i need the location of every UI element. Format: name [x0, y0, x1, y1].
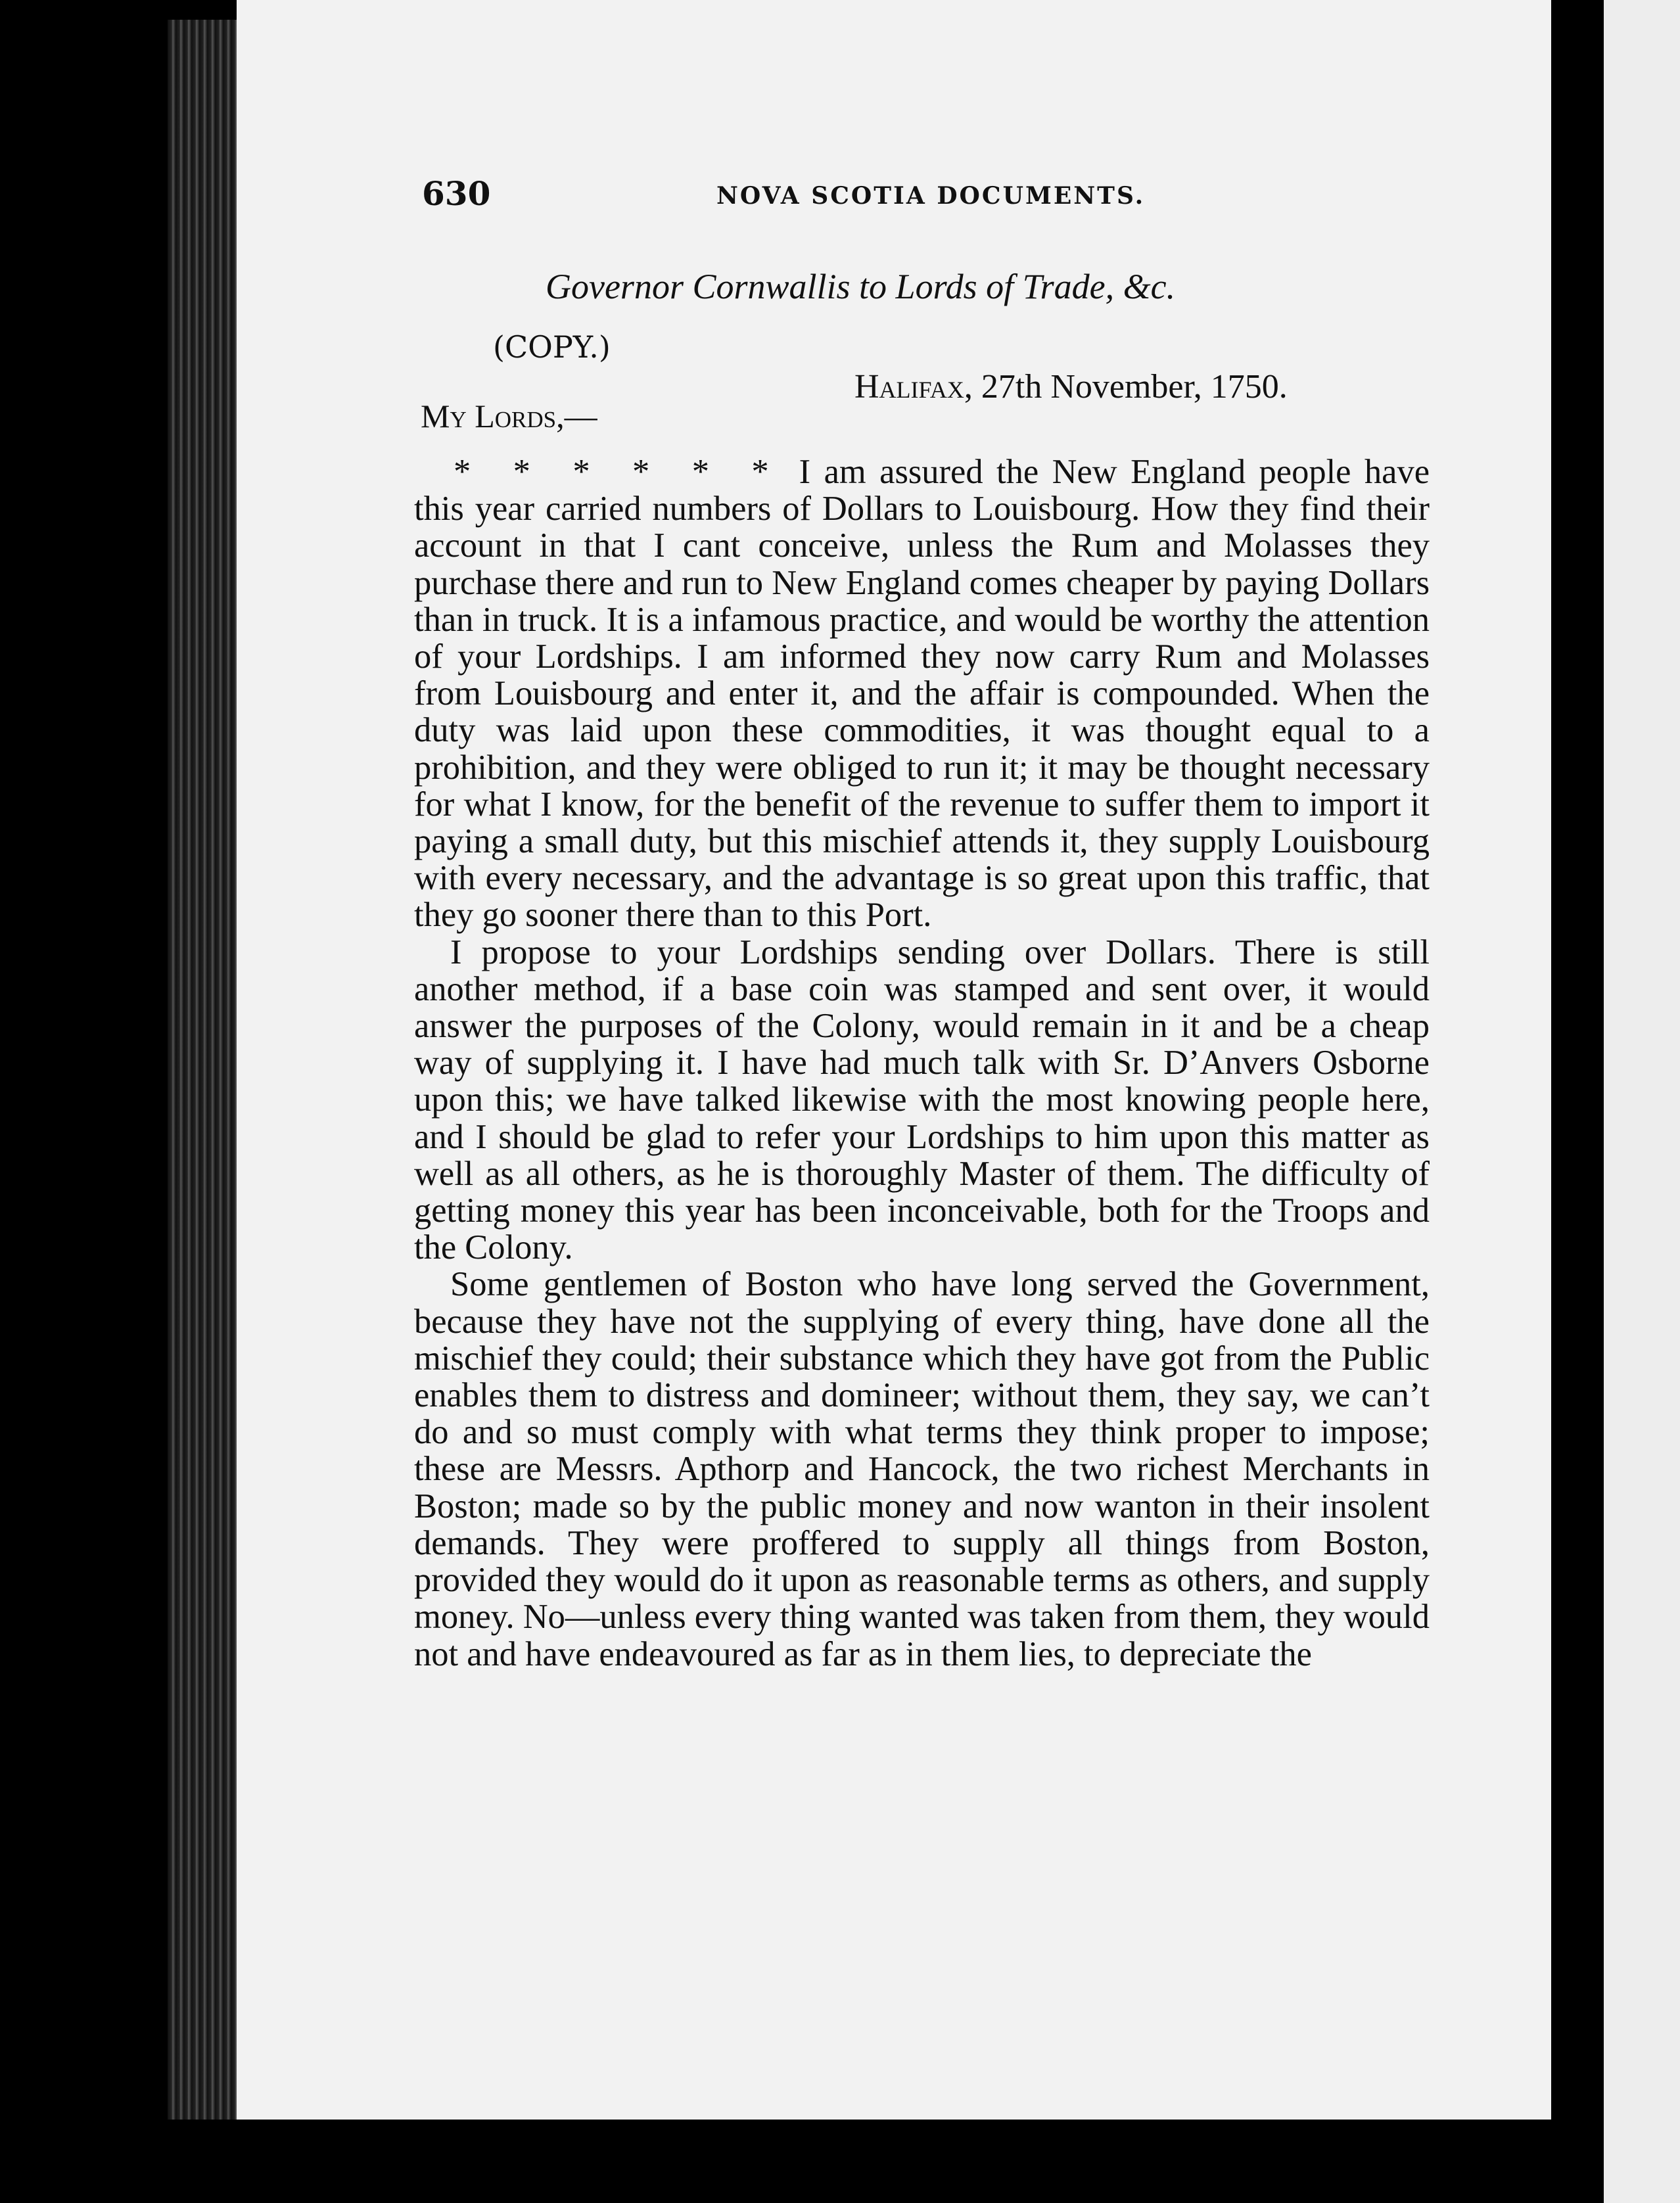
facing-page-edge: [1604, 0, 1680, 2203]
paragraph: [414, 453, 1430, 934]
dateline-date: , 27th November, 1750.: [964, 368, 1288, 406]
page-gutter: [1551, 0, 1604, 2203]
document-title: Governor Cornwallis to Lords of Trade, &c.: [546, 267, 1176, 306]
scan-bottom-margin: [0, 2120, 1604, 2203]
ellipsis-stars: * * * * * *: [454, 453, 783, 491]
paragraph-text: I am assured the New England people have this year carried numbers of Dollars to Louisbourg. How they find their account in that I cant conceive, unless the Rum and Molasses they purchase there and run to New England comes cheaper by paying Dollars than in truck. It is a infamous practice, and would be worthy the attention of your Lordships. I am informed they now carry Rum and Molasses from Louisbourg and enter it, and the affair is compounded. When the duty was laid upon these commodities, it was thought equal to a prohibition, and they were obliged to run it; it may be thought necessary for what I know, for the benefit of the revenue to suffer them to import it paying a small duty, but this mischief attends it, they supply Louisbourg with every necessary, and the advantage is so great upon this traffic, that they go sooner there than to this Port.: [414, 453, 1430, 935]
page-content: [414, 168, 1430, 1673]
page-number: 630: [422, 174, 491, 213]
paragraph: I propose to your Lordships sending over Dollars. There is still another method, if a base coin was stamped and sent over, it would answer the purposes of the Colony, would remain in it and be a cheap way of supplying it. I have had much talk with Sr. D’Anvers Osborne upon this; we have talked likewise with the most knowing people here, and I should be glad to refer your Lordships to him upon this matter as well as all others, as he is thoroughly Master of them. The difficulty of getting money this year has been inconceivable, both for the Troops and the Colony.: [414, 933, 1430, 1267]
paragraph: Some gentlemen of Boston who have long served the Government, because they have not the supplying of every thing, have done all the mischief they could; their substance which they have got from the Public enables them to distress and domineer; without them, they say, we can’t do and so must comply with what terms they think proper to impose; these are Messrs. Apthorp and Hancock, the two richest Merchants in Boston; made so by the public money and now wanton in their insolent demands. They were proffered to supply all things from Boston, provided they would do it upon as reasonable terms as others, and supply money. No—unless every thing wanted was taken from them, they would not and have endeavoured as far as in them lies, to depreciate the: [414, 1265, 1430, 1673]
book-binding-edge: [168, 20, 240, 2120]
letter-body: [414, 453, 1430, 1673]
dateline-place: Halifax: [854, 368, 964, 406]
copy-mark-text: (COPY.): [493, 329, 611, 365]
salutation: My Lords,—: [421, 398, 597, 434]
running-head: [414, 168, 1430, 220]
copy-mark: [493, 329, 1430, 365]
running-title: NOVA SCOTIA DOCUMENTS.: [716, 182, 1146, 210]
